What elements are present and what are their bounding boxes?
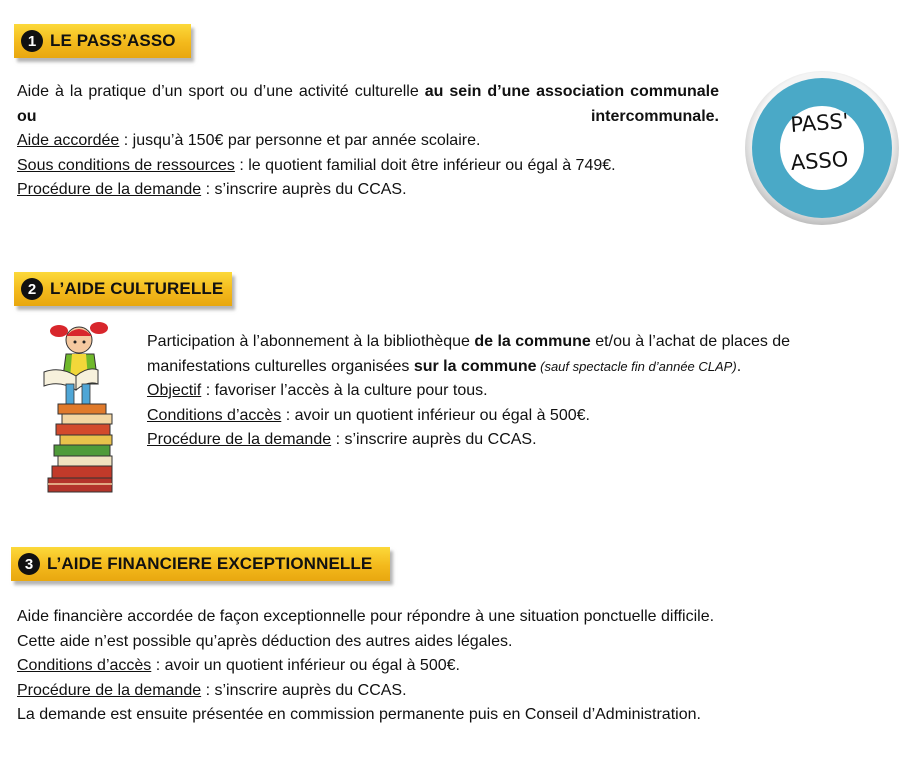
- section-2-intro-bold1: de la commune: [474, 333, 591, 350]
- section-3-intro1: Aide financière accordée de façon exceptionnelle pour répondre à une situation ponctuelle difficile.: [17, 608, 715, 625]
- section-1-line-aide: [17, 129, 719, 154]
- section-2-label-objectif: Objectif: [147, 382, 202, 399]
- section-3-label-conditions: Conditions d’accès: [17, 657, 152, 674]
- pass-asso-logo-icon: [742, 68, 902, 228]
- section-2-number: 2: [21, 278, 43, 300]
- section-1-label-procedure: Procédure de la demande: [17, 181, 202, 198]
- section-1-number: 1: [21, 30, 43, 52]
- section-3-body: [17, 605, 907, 728]
- section-1-text-conditions: : le quotient familial doit être inférieur ou égal à 749€.: [234, 156, 616, 174]
- section-3-title: L’AIDE FINANCIERE EXCEPTIONNELLE: [47, 554, 373, 573]
- section-3-intro2: Cette aide n’est possible qu’après déduction des autres aides légales.: [17, 632, 513, 650]
- section-2-line-objectif: [147, 379, 907, 404]
- section-2-intro-bold2: sur la commune: [413, 357, 537, 375]
- section-2-header: [14, 272, 232, 306]
- section-1-intro-line1: [17, 80, 719, 129]
- section-2-text-conditions: : avoir un quotient inférieur ou égal à 500€.: [281, 406, 590, 424]
- section-2-label-conditions: Conditions d’accès: [147, 406, 282, 424]
- section-3-text-procedure: : s’inscrire auprès du CCAS.: [201, 681, 407, 699]
- section-2-intro-end: .: [736, 357, 742, 375]
- section-3-line-conditions: [17, 654, 907, 679]
- logo-text-line2: ASSO: [789, 147, 850, 175]
- section-2-intro-line2: [147, 355, 907, 380]
- section-1-header: [14, 24, 191, 58]
- section-1-line-procedure: [17, 178, 719, 203]
- logo-text-line1: PASS': [789, 109, 850, 138]
- section-2-intro-italic: (sauf spectacle fin d’année CLAP): [536, 358, 737, 374]
- section-1-label-aide: Aide accordée: [17, 132, 120, 149]
- section-2-intro-line1: [147, 330, 907, 355]
- section-1-intro-bold: au sein d’une association communale ou intercommunale.: [17, 83, 720, 125]
- section-2-intro-part2: et/ou à l’achat de places de: [590, 333, 791, 350]
- section-1-title: LE PASS’ASSO: [50, 31, 176, 50]
- section-3-header: [11, 547, 390, 581]
- section-1-line-conditions: [17, 154, 719, 179]
- section-2-label-procedure: Procédure de la demande: [147, 431, 332, 448]
- section-2-line-conditions: [147, 404, 907, 429]
- section-2-text-objectif: : favoriser l’accès à la culture pour tous.: [201, 382, 488, 399]
- section-3-outro: La demande est ensuite présentée en commission permanente puis en Conseil d’Administration.: [17, 706, 701, 723]
- section-2-intro-part3: manifestations culturelles organisées: [147, 357, 414, 375]
- section-3-line-procedure: [17, 679, 907, 704]
- section-3-text-conditions: : avoir un quotient inférieur ou égal à 500€.: [151, 657, 460, 674]
- section-1-text-procedure: : s’inscrire auprès du CCAS.: [201, 181, 407, 198]
- section-1-intro-normal: Aide à la pratique d’un sport ou d’une activité culturelle: [17, 83, 425, 100]
- section-2-body: [147, 330, 907, 453]
- section-2-title: L’AIDE CULTURELLE: [50, 279, 224, 298]
- section-2-text-procedure: : s’inscrire auprès du CCAS.: [331, 431, 537, 448]
- girl-reading-on-books-icon: [36, 318, 122, 498]
- section-3-number: 3: [18, 553, 40, 575]
- section-1-text-aide: : jusqu’à 150€ par personne et par année scolaire.: [119, 132, 481, 149]
- section-1-body: [17, 80, 719, 203]
- section-1-label-conditions: Sous conditions de ressources: [17, 156, 235, 174]
- section-2-line-procedure: [147, 428, 907, 453]
- section-3-label-procedure: Procédure de la demande: [17, 681, 202, 699]
- section-2-intro-part1: Participation à l’abonnement à la bibliothèque: [147, 333, 475, 350]
